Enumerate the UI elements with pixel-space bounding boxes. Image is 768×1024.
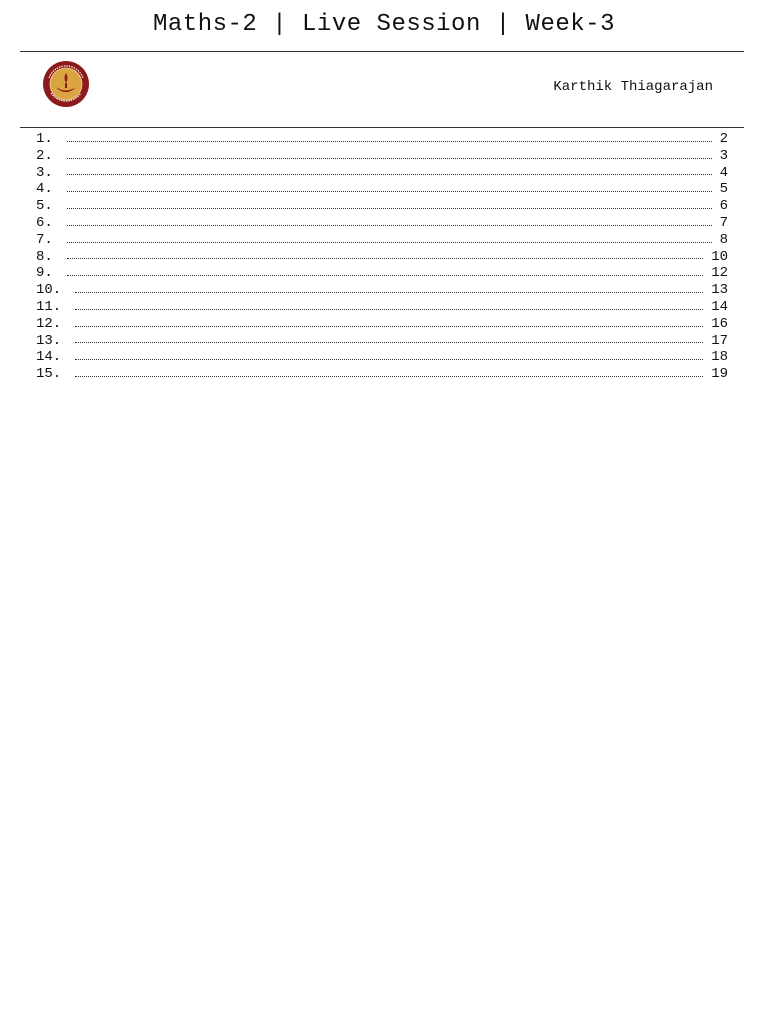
toc-entry-number: 6. bbox=[36, 214, 53, 231]
toc-dot-leader bbox=[67, 158, 712, 159]
toc-dot-leader bbox=[75, 292, 703, 293]
toc-entry-page-number: 14 bbox=[711, 298, 728, 315]
toc-entry-page-number: 13 bbox=[711, 282, 728, 299]
toc-dot-leader bbox=[75, 342, 703, 343]
toc-entry-page-number: 4 bbox=[719, 164, 728, 181]
toc-entry-page-number: 6 bbox=[719, 198, 728, 215]
toc-dot-leader bbox=[67, 275, 703, 276]
toc-entry-number: 10. bbox=[36, 282, 62, 299]
toc-dot-leader bbox=[75, 359, 703, 360]
toc-entry[interactable] bbox=[36, 198, 728, 215]
toc-entry-number: 11. bbox=[36, 298, 62, 315]
toc-entry-page-number: 17 bbox=[711, 332, 728, 349]
toc-dot-leader bbox=[67, 174, 712, 175]
toc-entry-number: 1. bbox=[36, 131, 53, 147]
page-title: Maths-2 | Live Session | Week-3 bbox=[153, 11, 615, 38]
toc-entry-page-number: 7 bbox=[719, 214, 728, 231]
author-name: Karthik Thiagarajan bbox=[553, 79, 713, 95]
toc-entry-page-number: 10 bbox=[711, 248, 728, 265]
iit-madras-seal-icon bbox=[35, 60, 97, 108]
toc-entry-page-number: 16 bbox=[711, 315, 728, 332]
toc-entry-page-number: 3 bbox=[719, 147, 728, 164]
toc-entry-number: 5. bbox=[36, 198, 53, 215]
toc-entry[interactable] bbox=[36, 165, 728, 182]
toc-entry-page-number: 5 bbox=[719, 181, 728, 198]
toc-entry-number: 13. bbox=[36, 332, 62, 349]
toc-entry-page-number: 12 bbox=[711, 265, 728, 282]
toc-entry[interactable] bbox=[36, 131, 728, 148]
toc-dot-leader bbox=[67, 258, 703, 259]
toc-dot-leader bbox=[67, 141, 712, 142]
toc-dot-leader bbox=[75, 376, 703, 377]
header-divider-top bbox=[20, 51, 744, 52]
toc-entry[interactable] bbox=[36, 349, 728, 366]
toc-entry-page-number: 8 bbox=[719, 231, 728, 248]
toc-dot-leader bbox=[67, 208, 712, 209]
toc-entry-number: 3. bbox=[36, 164, 53, 181]
toc-entry-number: 14. bbox=[36, 349, 62, 366]
toc-entry-page-number: 19 bbox=[711, 366, 728, 383]
toc-entry-number: 9. bbox=[36, 265, 53, 282]
toc-entry-number: 2. bbox=[36, 147, 53, 164]
toc-entry[interactable] bbox=[36, 316, 728, 333]
toc-entry-number: 4. bbox=[36, 181, 53, 198]
toc-entry[interactable] bbox=[36, 366, 728, 383]
toc-entry[interactable] bbox=[36, 215, 728, 232]
toc-entry-number: 15. bbox=[36, 366, 62, 383]
toc-entry[interactable] bbox=[36, 181, 728, 198]
toc-entry[interactable] bbox=[36, 333, 728, 350]
table-of-contents bbox=[36, 131, 728, 383]
toc-dot-leader bbox=[75, 326, 703, 327]
toc-entry-page-number: 18 bbox=[711, 349, 728, 366]
toc-entry-page-number: 2 bbox=[719, 131, 728, 147]
toc-entry[interactable] bbox=[36, 232, 728, 249]
toc-entry[interactable] bbox=[36, 282, 728, 299]
header-divider-bottom bbox=[20, 127, 744, 128]
toc-entry[interactable] bbox=[36, 299, 728, 316]
toc-entry[interactable] bbox=[36, 249, 728, 266]
toc-dot-leader bbox=[67, 225, 712, 226]
toc-dot-leader bbox=[67, 242, 712, 243]
toc-entry-number: 12. bbox=[36, 315, 62, 332]
toc-dot-leader bbox=[75, 309, 703, 310]
toc-entry-number: 7. bbox=[36, 231, 53, 248]
toc-entry-number: 8. bbox=[36, 248, 53, 265]
toc-entry[interactable] bbox=[36, 265, 728, 282]
toc-dot-leader bbox=[67, 191, 712, 192]
toc-entry[interactable] bbox=[36, 148, 728, 165]
